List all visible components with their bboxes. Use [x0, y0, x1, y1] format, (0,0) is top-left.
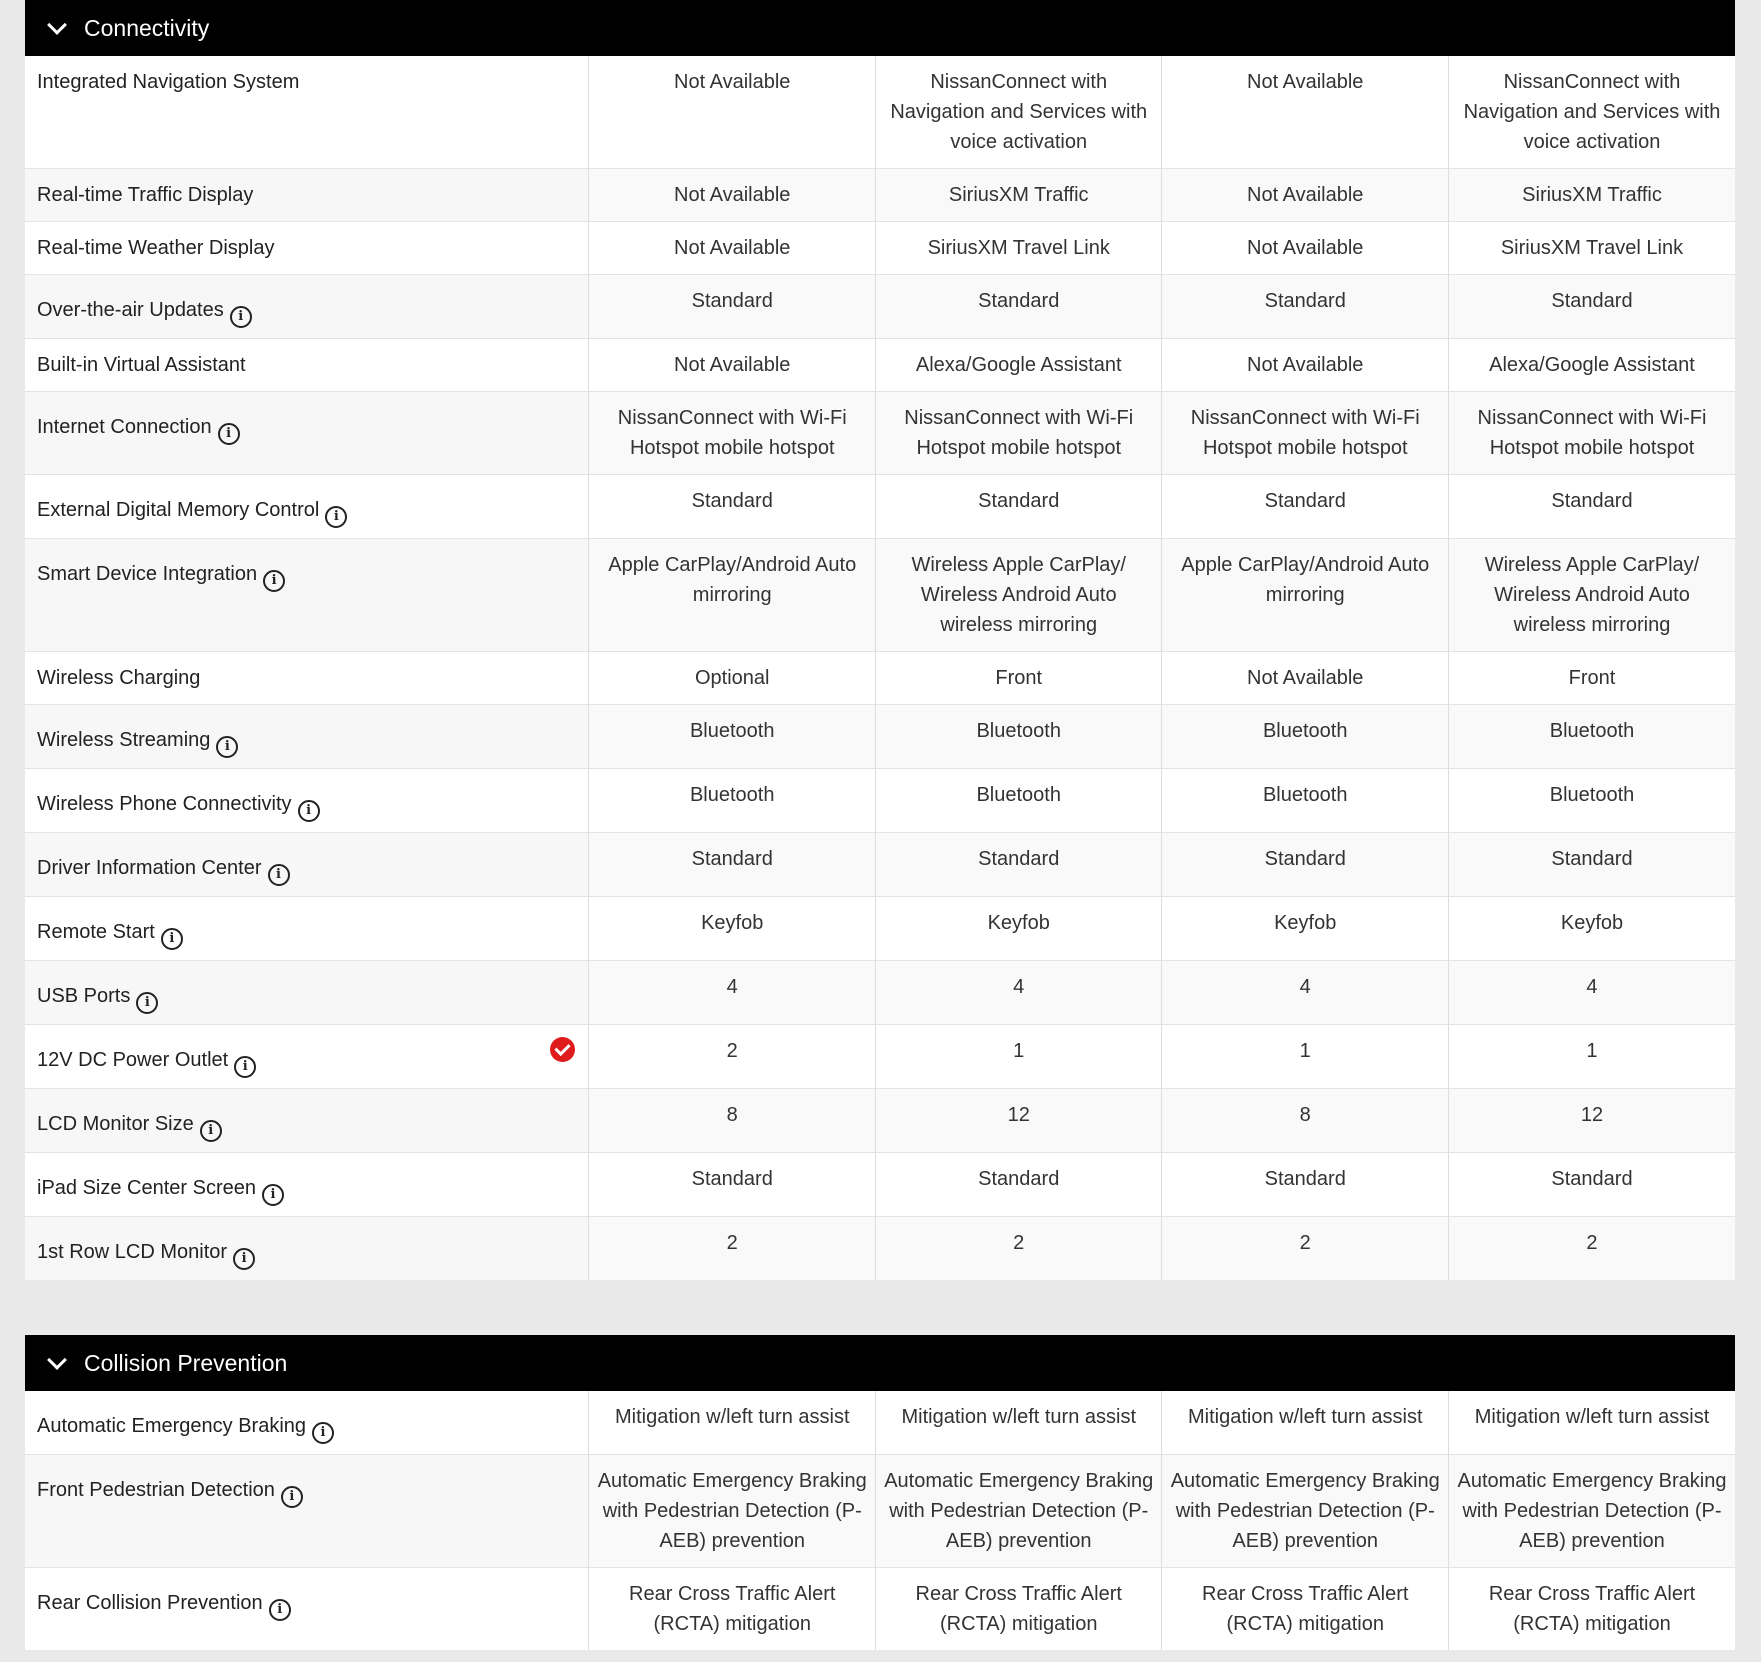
value-cell: Not Available	[1162, 652, 1449, 705]
table-row	[25, 392, 1735, 475]
info-icon[interactable]: i	[268, 864, 290, 886]
row-label: Wireless Streaming	[37, 729, 211, 751]
table-row	[25, 339, 1735, 392]
value-cell: Standard	[1162, 475, 1449, 539]
value-cell: Bluetooth	[1448, 769, 1735, 833]
value-cell: Standard	[875, 275, 1162, 339]
value-cell: Bluetooth	[875, 769, 1162, 833]
row-label-cell	[25, 1217, 589, 1281]
value-cell: Standard	[1448, 475, 1735, 539]
table-row	[25, 652, 1735, 705]
value-cell: Not Available	[1162, 169, 1449, 222]
row-label-cell	[25, 392, 589, 475]
row-label-cell	[25, 169, 589, 222]
value-cell: Mitigation w/left turn assist	[1162, 1391, 1449, 1455]
row-label-cell	[25, 961, 589, 1025]
value-cell: Keyfob	[875, 897, 1162, 961]
info-icon[interactable]: i	[298, 800, 320, 822]
value-cell: NissanConnect with Wi-Fi Hotspot mobile hotspot	[875, 392, 1162, 475]
value-cell: Front	[1448, 652, 1735, 705]
value-cell: 4	[1162, 961, 1449, 1025]
info-icon[interactable]: i	[233, 1248, 255, 1270]
row-label-cell	[25, 1391, 589, 1455]
info-icon[interactable]: i	[325, 506, 347, 528]
value-cell: Not Available	[589, 169, 876, 222]
table-row	[25, 56, 1735, 169]
table-row	[25, 897, 1735, 961]
row-label: External Digital Memory Control	[37, 499, 320, 521]
value-cell: 2	[1162, 1217, 1449, 1281]
value-cell: Standard	[875, 833, 1162, 897]
table-row	[25, 539, 1735, 652]
value-cell: Bluetooth	[1162, 705, 1449, 769]
table-row	[25, 222, 1735, 275]
value-cell: 8	[589, 1089, 876, 1153]
table-row	[25, 1217, 1735, 1281]
value-cell: Optional	[589, 652, 876, 705]
value-cell: Front	[875, 652, 1162, 705]
value-cell: 2	[1448, 1217, 1735, 1281]
value-cell: 8	[1162, 1089, 1449, 1153]
row-label: 1st Row LCD Monitor	[37, 1241, 228, 1263]
table-row	[25, 1153, 1735, 1217]
value-cell: 12	[875, 1089, 1162, 1153]
row-label: iPad Size Center Screen	[37, 1177, 257, 1199]
value-cell: Apple CarPlay/Android Auto mirroring	[1162, 539, 1449, 652]
info-icon[interactable]: i	[216, 736, 238, 758]
row-label-cell	[25, 275, 589, 339]
value-cell: Keyfob	[1448, 897, 1735, 961]
table-row	[25, 769, 1735, 833]
value-cell: SiriusXM Travel Link	[1448, 222, 1735, 275]
value-cell: 2	[875, 1217, 1162, 1281]
row-label: Built-in Virtual Assistant	[37, 354, 246, 376]
value-cell: NissanConnect with Navigation and Services with voice activation	[1448, 56, 1735, 169]
chevron-down-icon	[47, 1350, 67, 1370]
row-label: Driver Information Center	[37, 857, 262, 879]
value-cell: Standard	[589, 1153, 876, 1217]
value-cell: Standard	[875, 475, 1162, 539]
value-cell: Standard	[1162, 1153, 1449, 1217]
row-label-cell	[25, 56, 589, 169]
row-label: Internet Connection	[37, 416, 212, 438]
row-label: Rear Collision Prevention	[37, 1592, 263, 1614]
row-label-cell	[25, 339, 589, 392]
value-cell: NissanConnect with Wi-Fi Hotspot mobile hotspot	[589, 392, 876, 475]
row-label: Smart Device Integration	[37, 563, 258, 585]
value-cell: Alexa/Google Assistant	[875, 339, 1162, 392]
value-cell: 2	[589, 1217, 876, 1281]
row-label-cell	[25, 475, 589, 539]
value-cell: 12	[1448, 1089, 1735, 1153]
row-label: Real-time Traffic Display	[37, 184, 254, 206]
row-label-cell	[25, 769, 589, 833]
value-cell: Rear Cross Traffic Alert (RCTA) mitigation	[589, 1568, 876, 1651]
value-cell: Automatic Emergency Braking with Pedestrian Detection (P-AEB) prevention	[1162, 1455, 1449, 1568]
value-cell: Not Available	[1162, 222, 1449, 275]
value-cell: Automatic Emergency Braking with Pedestrian Detection (P-AEB) prevention	[589, 1455, 876, 1568]
value-cell: Standard	[589, 833, 876, 897]
row-label: LCD Monitor Size	[37, 1113, 194, 1135]
value-cell: Bluetooth	[1162, 769, 1449, 833]
value-cell: 2	[589, 1025, 876, 1089]
value-cell: Standard	[1162, 275, 1449, 339]
value-cell: 1	[1162, 1025, 1449, 1089]
row-label-cell	[25, 1455, 589, 1568]
value-cell: Keyfob	[589, 897, 876, 961]
info-icon[interactable]: i	[312, 1422, 334, 1444]
value-cell: Not Available	[589, 222, 876, 275]
table-row	[25, 1025, 1735, 1089]
value-cell: SiriusXM Travel Link	[875, 222, 1162, 275]
connectivity-section-header[interactable]	[25, 0, 1735, 56]
value-cell: Bluetooth	[875, 705, 1162, 769]
info-icon[interactable]: i	[161, 928, 183, 950]
info-icon[interactable]: i	[230, 306, 252, 328]
row-label: Front Pedestrian Detection	[37, 1479, 275, 1501]
value-cell: SiriusXM Traffic	[875, 169, 1162, 222]
value-cell: 1	[1448, 1025, 1735, 1089]
value-cell: Bluetooth	[589, 705, 876, 769]
value-cell: Bluetooth	[1448, 705, 1735, 769]
value-cell: SiriusXM Traffic	[1448, 169, 1735, 222]
table-row	[25, 169, 1735, 222]
value-cell: NissanConnect with Wi-Fi Hotspot mobile hotspot	[1448, 392, 1735, 475]
row-label-cell	[25, 539, 589, 652]
row-label-cell	[25, 705, 589, 769]
table-row	[25, 475, 1735, 539]
info-icon[interactable]: i	[200, 1120, 222, 1142]
row-label: Wireless Phone Connectivity	[37, 793, 292, 815]
row-label: USB Ports	[37, 985, 131, 1007]
value-cell: Standard	[1162, 833, 1449, 897]
value-cell: Rear Cross Traffic Alert (RCTA) mitigation	[875, 1568, 1162, 1651]
row-label: Over-the-air Updates	[37, 299, 224, 321]
table-row	[25, 1089, 1735, 1153]
table-row	[25, 705, 1735, 769]
row-label: Automatic Emergency Braking	[37, 1415, 307, 1437]
value-cell: NissanConnect with Navigation and Services with voice activation	[875, 56, 1162, 169]
row-label: 12V DC Power Outlet	[37, 1049, 229, 1071]
value-cell: Standard	[875, 1153, 1162, 1217]
row-label-cell	[25, 1153, 589, 1217]
chevron-down-icon	[47, 15, 67, 35]
value-cell: Keyfob	[1162, 897, 1449, 961]
value-cell: Standard	[589, 275, 876, 339]
info-icon[interactable]: i	[136, 992, 158, 1014]
table-row	[25, 833, 1735, 897]
value-cell: Standard	[589, 475, 876, 539]
row-label-cell	[25, 222, 589, 275]
value-cell: Automatic Emergency Braking with Pedestrian Detection (P-AEB) prevention	[1448, 1455, 1735, 1568]
table-row	[25, 1568, 1735, 1651]
value-cell: Automatic Emergency Braking with Pedestrian Detection (P-AEB) prevention	[875, 1455, 1162, 1568]
value-cell: Not Available	[589, 56, 876, 169]
table-row	[25, 1391, 1735, 1455]
info-icon[interactable]: i	[218, 423, 240, 445]
collision-table	[25, 1391, 1735, 1650]
value-cell: Wireless Apple CarPlay/ Wireless Android Auto wireless mirroring	[875, 539, 1162, 652]
check-circle-icon	[550, 1037, 575, 1062]
table-row	[25, 961, 1735, 1025]
row-label: Remote Start	[37, 921, 155, 943]
info-icon[interactable]: i	[269, 1599, 291, 1621]
info-icon[interactable]: i	[262, 1184, 284, 1206]
row-label-cell	[25, 652, 589, 705]
row-label-cell	[25, 1089, 589, 1153]
section-title: Collision Prevention	[84, 1349, 288, 1376]
connectivity-table	[25, 56, 1735, 1280]
value-cell: Rear Cross Traffic Alert (RCTA) mitigation	[1448, 1568, 1735, 1651]
value-cell: Standard	[1448, 275, 1735, 339]
value-cell: Bluetooth	[589, 769, 876, 833]
info-icon[interactable]: i	[234, 1056, 256, 1078]
value-cell: Rear Cross Traffic Alert (RCTA) mitigation	[1162, 1568, 1449, 1651]
connectivity-section	[25, 0, 1735, 1280]
value-cell: Wireless Apple CarPlay/ Wireless Android Auto wireless mirroring	[1448, 539, 1735, 652]
row-label-cell	[25, 1568, 589, 1651]
value-cell: Alexa/Google Assistant	[1448, 339, 1735, 392]
row-label: Integrated Navigation System	[37, 71, 300, 93]
table-row	[25, 1455, 1735, 1568]
value-cell: Not Available	[1162, 56, 1449, 169]
value-cell: Standard	[1448, 1153, 1735, 1217]
row-label-cell	[25, 1025, 589, 1089]
value-cell: NissanConnect with Wi-Fi Hotspot mobile hotspot	[1162, 392, 1449, 475]
row-label: Real-time Weather Display	[37, 237, 275, 259]
row-label-cell	[25, 897, 589, 961]
info-icon[interactable]: i	[281, 1486, 303, 1508]
value-cell: Mitigation w/left turn assist	[1448, 1391, 1735, 1455]
collision-section-header[interactable]	[25, 1335, 1735, 1391]
collision-section	[25, 1335, 1735, 1650]
value-cell: 4	[589, 961, 876, 1025]
value-cell: Apple CarPlay/Android Auto mirroring	[589, 539, 876, 652]
value-cell: 4	[875, 961, 1162, 1025]
value-cell: Standard	[1448, 833, 1735, 897]
value-cell: 1	[875, 1025, 1162, 1089]
section-title: Connectivity	[84, 14, 210, 41]
row-label-cell	[25, 833, 589, 897]
value-cell: Not Available	[1162, 339, 1449, 392]
value-cell: Not Available	[589, 339, 876, 392]
info-icon[interactable]: i	[263, 570, 285, 592]
table-row	[25, 275, 1735, 339]
value-cell: Mitigation w/left turn assist	[589, 1391, 876, 1455]
row-label: Wireless Charging	[37, 667, 201, 689]
value-cell: Mitigation w/left turn assist	[875, 1391, 1162, 1455]
value-cell: 4	[1448, 961, 1735, 1025]
